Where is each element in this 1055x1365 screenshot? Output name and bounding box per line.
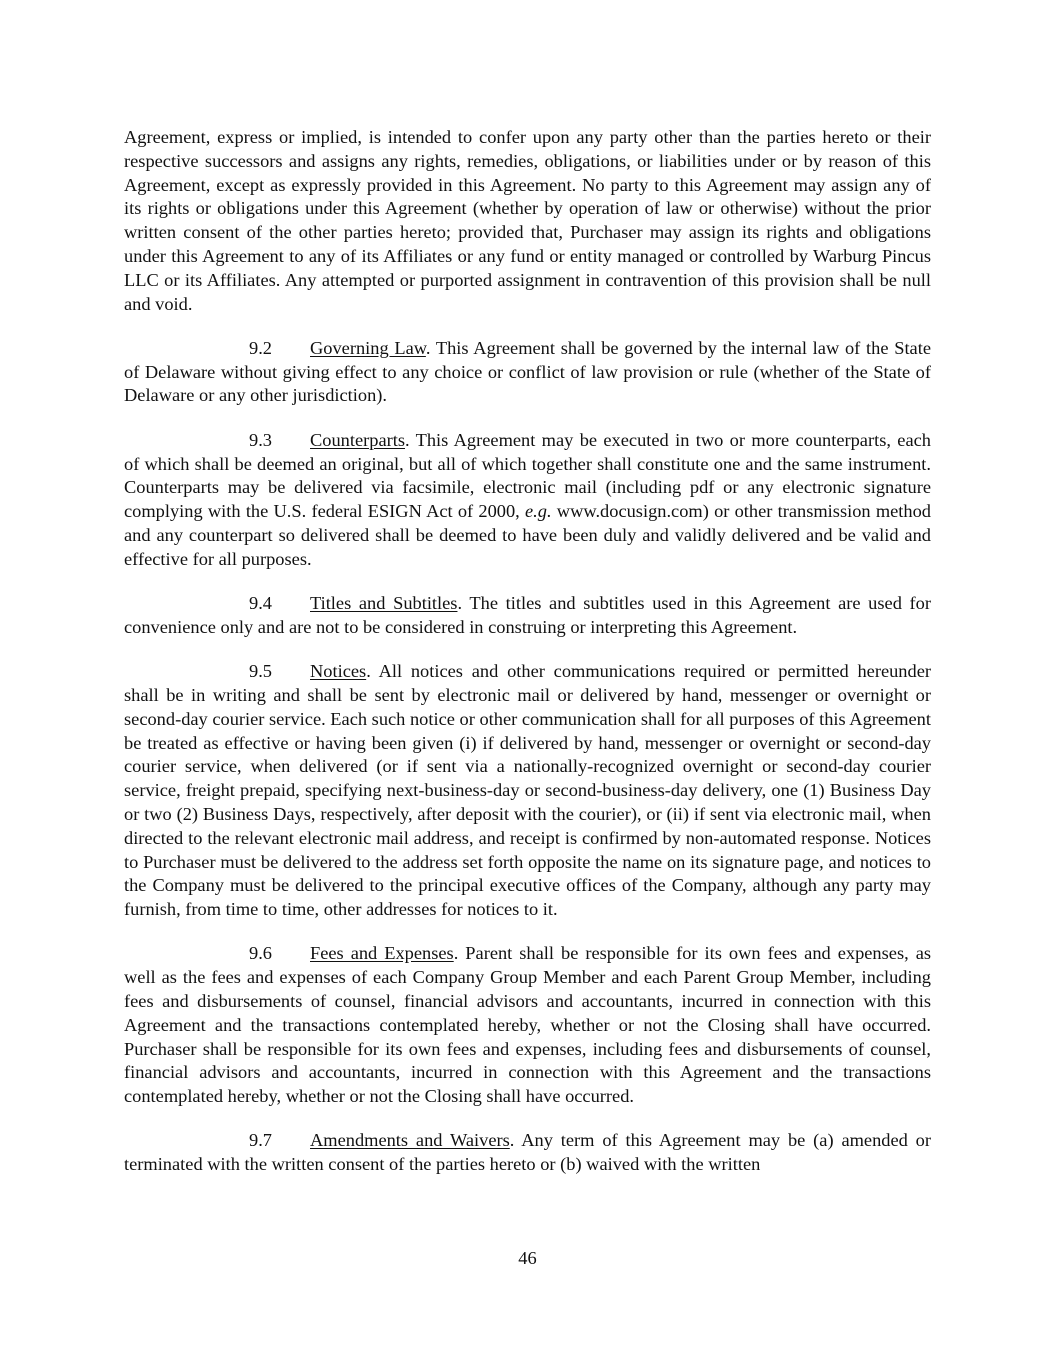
section-text: . This Agreement shall be governed by the internal law of the State of Delaware without giving effect to any choice or conflict of law provision or rule (whether of the State of Delaware or any other jurisdiction).: [124, 337, 931, 406]
section-text: . This Agreement may be executed in two or more counterparts, each of which shall be deemed an original, but all of which together shall constitute one and the same instrument. Counterparts may be delivered via facsimile, electronic mail (including pdf or any electronic signature complying with the U.S. federal ESIGN Act of 2000,: [124, 429, 931, 522]
section-9-4: [124, 592, 931, 640]
continuation-paragraph: Agreement, express or implied, is intended to confer upon any party other than the parties hereto or their respective successors and assigns any rights, remedies, obligations, or liabilities under or by reason of this Agreement, except as expressly provided in this Agreement. No party to this Agreement may assign any of its rights or obligations under this Agreement (whether by operation of law or otherwise) without the prior written consent of the other parties hereto; provided that, Purchaser may assign its rights and obligations under this Agreement to any of its Affiliates or any fund or entity managed or controlled by Warburg Pincus LLC or its Affiliates. Any attempted or purported assignment in contravention of this provision shall be null and void.: [124, 127, 931, 314]
section-number: 9.4: [249, 593, 272, 614]
section-9-5: [124, 660, 931, 922]
section-text: . Parent shall be responsible for its own fees and expenses, as well as the fees and expenses of each Company Group Member and each Parent Group Member, including fees and disbursements of counsel, financial advisors and accountants, incurred in connection with this Agreement and the transactions contemplated hereby, whether or not the Closing shall have occurred. Purchaser shall be responsible for its own fees and expenses, including fees and disbursements of counsel, financial advisors and accountants, incurred in connection with this Agreement and the transactions contemplated hereby, whether or not the Closing shall have occurred.: [124, 943, 932, 1107]
section-heading: Fees and Expenses: [310, 943, 454, 964]
section-text-after: www.docusign.com) or other transmission method and any counterpart so delivered shall be deemed to have been duly and validly delivered and be valid and effective for all purposes.: [124, 501, 931, 569]
section-number: 9.6: [249, 943, 272, 964]
section-number: 9.5: [249, 661, 272, 682]
section-number: 9.2: [249, 337, 272, 358]
page-number: 46: [518, 1248, 537, 1268]
section-number: 9.3: [249, 429, 272, 450]
section-heading: Counterparts: [310, 429, 405, 450]
section-italic-text: e.g.: [525, 501, 552, 522]
section-text: . All notices and other communications required or permitted hereunder shall be in writing and shall be sent by electronic mail or delivered by hand, messenger or overnight or second-day courier service. Each such notice or other communication shall for all purposes of this Agreement be treated as effective or having been given (i) if delivered by hand, messenger or overnight or second-day courier service, when delivered (or if sent via a nationally-recognized overnight or second-day courier service, freight prepaid, specifying next-business-day or second-business-day delivery, one (1) Business Day or two (2) Business Days, respectively, after deposit with the courier), or (ii) if sent via electronic mail, when directed to the relevant electronic mail address, and receipt is confirmed by non-automated response. Notices to Purchaser must be delivered to the address set forth opposite the name on its signature page, and notices to the Company must be delivered to the principal executive offices of the Company, although any party may furnish, from time to time, other addresses for notices to it.: [124, 661, 931, 920]
section-9-6: [124, 942, 931, 1109]
section-text: . The titles and subtitles used in this Agreement are used for convenience only and are not to be considered in construing or interpreting this Agreement.: [124, 593, 931, 637]
section-9-2: [124, 337, 931, 408]
section-text: . Any term of this Agreement may be (a) amended or terminated with the written consent of the parties hereto or (b) waived with the written: [124, 1130, 931, 1175]
section-heading: Amendments and Waivers: [310, 1130, 510, 1151]
section-heading: Notices: [310, 661, 367, 682]
document-body: [124, 126, 931, 1198]
section-number: 9.7: [249, 1130, 272, 1151]
section-9-3: [124, 429, 931, 572]
section-heading: Governing Law: [310, 337, 426, 358]
section-9-7: [124, 1129, 931, 1177]
section-heading: Titles and Subtitles: [310, 593, 458, 614]
